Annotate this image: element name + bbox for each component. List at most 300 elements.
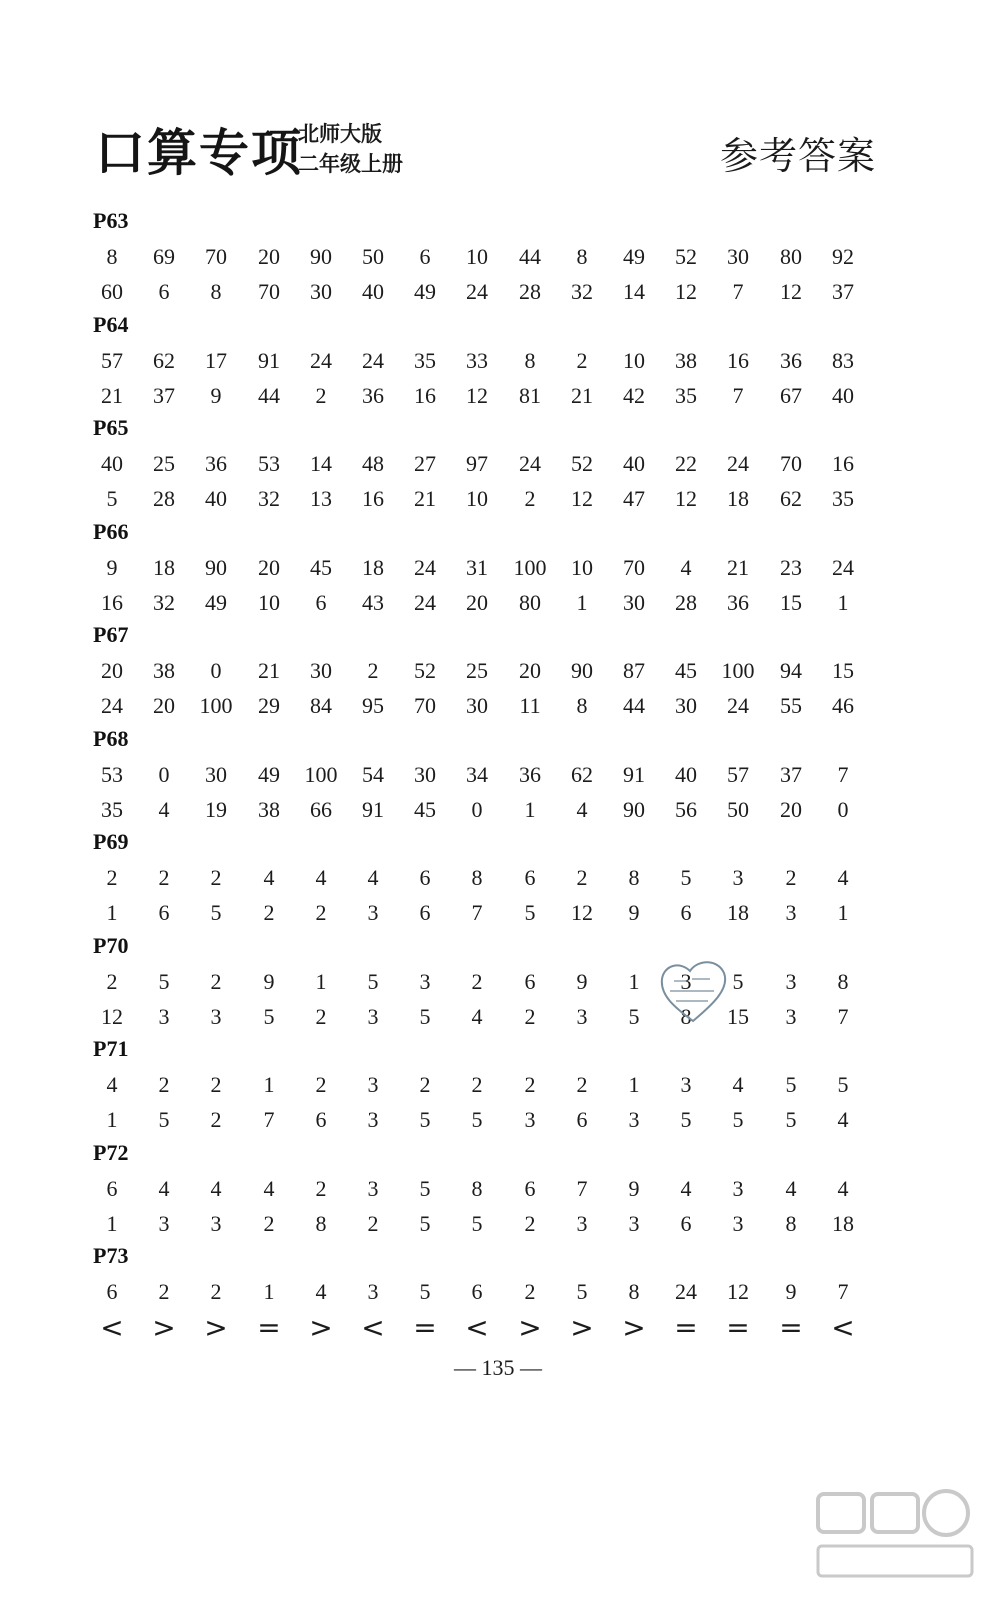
answer-row — [0, 1213, 996, 1243]
answer-value: 49 — [414, 279, 436, 304]
section-page-label: P73 — [93, 1243, 129, 1268]
answer-value: 3 — [367, 1072, 379, 1097]
answer-value: 70 — [780, 451, 802, 476]
answer-value: 3 — [210, 1211, 222, 1236]
answer-value: 24 — [466, 279, 488, 304]
answer-value: 5 — [837, 1072, 849, 1097]
answer-value: 91 — [623, 762, 645, 787]
answer-value: 3 — [367, 900, 379, 925]
answer-value: 6 — [471, 1279, 483, 1304]
answer-value: 3 — [158, 1211, 170, 1236]
answer-value: 6 — [576, 1107, 588, 1132]
answer-value: 70 — [205, 244, 227, 269]
answer-value: 2 — [524, 486, 536, 511]
answer-value: 9 — [785, 1279, 797, 1304]
answer-value: 24 — [362, 348, 384, 373]
answer-value: 62 — [571, 762, 593, 787]
answer-value: 34 — [466, 762, 488, 787]
answer-value: 8 — [524, 348, 536, 373]
answer-value: 90 — [571, 658, 593, 683]
comparison-symbol: > — [518, 1311, 542, 1344]
answer-value: 42 — [623, 383, 645, 408]
answer-value: 4 — [158, 1176, 170, 1201]
answer-value: 44 — [258, 383, 280, 408]
answer-value: 24 — [727, 693, 749, 718]
answer-value: 8 — [471, 1176, 483, 1201]
answer-value: 2 — [210, 1072, 222, 1097]
answer-key-title: 参考答案 — [720, 134, 877, 178]
answer-value: 30 — [675, 693, 697, 718]
answer-value: 36 — [519, 762, 541, 787]
answer-value: 20 — [519, 658, 541, 683]
comparison-symbol: = — [779, 1311, 803, 1344]
answer-value: 55 — [780, 693, 802, 718]
answer-value: 35 — [414, 348, 436, 373]
answer-value: 15 — [780, 590, 802, 615]
answer-row — [0, 385, 996, 415]
answer-value: 5 — [210, 900, 222, 925]
answer-value: 49 — [205, 590, 227, 615]
answer-value: 4 — [263, 865, 275, 890]
answer-value: 24 — [101, 693, 123, 718]
answer-value: 21 — [414, 486, 436, 511]
answer-value: 6 — [419, 865, 431, 890]
answer-row — [0, 1178, 996, 1208]
answer-value: 12 — [101, 1004, 123, 1029]
answer-value: 40 — [832, 383, 854, 408]
answer-value: 90 — [205, 555, 227, 580]
answer-value: 3 — [367, 1176, 379, 1201]
answer-value: 57 — [727, 762, 749, 787]
answer-value: 4 — [106, 1072, 118, 1097]
answer-value: 3 — [732, 1211, 744, 1236]
answer-value: 1 — [106, 1211, 118, 1236]
answer-value: 24 — [310, 348, 332, 373]
answer-value: 3 — [367, 1004, 379, 1029]
answer-value: 7 — [471, 900, 483, 925]
answer-row — [0, 1109, 996, 1139]
answer-value: 35 — [101, 797, 123, 822]
answer-value: 8 — [628, 1279, 640, 1304]
answer-value: 31 — [466, 555, 488, 580]
answer-value: 80 — [519, 590, 541, 615]
answer-value: 36 — [362, 383, 384, 408]
answer-value: 6 — [680, 1211, 692, 1236]
answer-value: 6 — [680, 900, 692, 925]
answer-value: 97 — [466, 451, 488, 476]
section-page-label: P70 — [93, 933, 129, 958]
answer-value: 100 — [304, 762, 338, 787]
answer-value: 2 — [158, 1279, 170, 1304]
section-page-label: P64 — [93, 312, 129, 337]
answer-value: 44 — [623, 693, 645, 718]
answer-value: 18 — [727, 900, 749, 925]
answer-value: 32 — [258, 486, 280, 511]
answer-value: 45 — [414, 797, 436, 822]
answer-value: 50 — [727, 797, 749, 822]
answer-value: 21 — [571, 383, 593, 408]
answer-value: 7 — [837, 1004, 849, 1029]
answer-value: 9 — [576, 969, 588, 994]
answer-value: 70 — [258, 279, 280, 304]
answer-value: 20 — [258, 555, 280, 580]
answer-value: 2 — [210, 1279, 222, 1304]
answer-value: 83 — [832, 348, 854, 373]
answer-value: 24 — [727, 451, 749, 476]
answer-value: 24 — [519, 451, 541, 476]
answer-value: 38 — [153, 658, 175, 683]
answer-value: 4 — [315, 865, 327, 890]
answer-value: 18 — [832, 1211, 854, 1236]
answer-value: 8 — [837, 969, 849, 994]
answer-value: 5 — [263, 1004, 275, 1029]
answer-value: 3 — [785, 900, 797, 925]
answer-value: 3 — [158, 1004, 170, 1029]
answer-value: 29 — [258, 693, 280, 718]
answer-value: 81 — [519, 383, 541, 408]
answer-value: 5 — [419, 1211, 431, 1236]
answer-value: 4 — [367, 865, 379, 890]
answer-value: 7 — [263, 1107, 275, 1132]
answer-value: 4 — [263, 1176, 275, 1201]
answer-value: 1 — [263, 1072, 275, 1097]
answer-value: 24 — [414, 590, 436, 615]
answer-value: 6 — [106, 1176, 118, 1201]
answer-value: 3 — [628, 1107, 640, 1132]
answer-value: 94 — [780, 658, 802, 683]
answer-row — [0, 246, 996, 276]
answer-value: 36 — [205, 451, 227, 476]
answer-value: 14 — [623, 279, 645, 304]
answer-value: 84 — [310, 693, 332, 718]
answer-value: 24 — [675, 1279, 697, 1304]
answer-value: 52 — [571, 451, 593, 476]
answer-value: 5 — [419, 1279, 431, 1304]
answer-value: 10 — [258, 590, 280, 615]
answer-value: 6 — [524, 1176, 536, 1201]
answer-value: 20 — [780, 797, 802, 822]
answer-value: 13 — [310, 486, 332, 511]
answer-value: 91 — [362, 797, 384, 822]
answer-value: 4 — [680, 1176, 692, 1201]
comparison-symbol: > — [204, 1311, 228, 1344]
answer-value: 12 — [571, 486, 593, 511]
answer-value: 62 — [780, 486, 802, 511]
answer-value: 24 — [414, 555, 436, 580]
book-brand-title: 口算专项 — [95, 124, 303, 182]
answer-value: 10 — [466, 244, 488, 269]
comparison-symbol: < — [831, 1311, 855, 1344]
answer-value: 5 — [785, 1107, 797, 1132]
answer-value: 32 — [153, 590, 175, 615]
answer-value: 43 — [362, 590, 384, 615]
answer-value: 6 — [315, 590, 327, 615]
answer-value: 4 — [837, 1107, 849, 1132]
answer-value: 14 — [310, 451, 332, 476]
answer-value: 12 — [675, 279, 697, 304]
answer-value: 24 — [832, 555, 854, 580]
answer-value: 2 — [524, 1004, 536, 1029]
answer-value: 54 — [362, 762, 384, 787]
answer-value: 3 — [367, 1107, 379, 1132]
answer-value: 37 — [153, 383, 175, 408]
answer-value: 40 — [362, 279, 384, 304]
answer-value: 18 — [153, 555, 175, 580]
answer-value: 49 — [623, 244, 645, 269]
answer-value: 5 — [158, 969, 170, 994]
answer-value: 12 — [727, 1279, 749, 1304]
answer-value: 10 — [623, 348, 645, 373]
answer-value: 0 — [158, 762, 170, 787]
answer-value: 2 — [158, 865, 170, 890]
answer-row — [0, 488, 996, 518]
answer-value: 12 — [675, 486, 697, 511]
answer-value: 16 — [101, 590, 123, 615]
answer-row — [0, 695, 996, 725]
answer-value: 30 — [310, 279, 332, 304]
answer-value: 12 — [466, 383, 488, 408]
answer-value: 2 — [576, 1072, 588, 1097]
answer-value: 16 — [362, 486, 384, 511]
answer-value: 2 — [315, 900, 327, 925]
answer-value: 2 — [367, 1211, 379, 1236]
comparison-symbol: > — [309, 1311, 333, 1344]
comparison-symbol: = — [413, 1311, 437, 1344]
answer-value: 4 — [210, 1176, 222, 1201]
answer-value: 22 — [675, 451, 697, 476]
answer-row — [0, 1281, 996, 1311]
answer-value: 80 — [780, 244, 802, 269]
answer-value: 100 — [721, 658, 755, 683]
answer-value: 7 — [732, 383, 744, 408]
answer-value: 2 — [419, 1072, 431, 1097]
answer-value: 8 — [576, 244, 588, 269]
page-number: — 135 — — [454, 1355, 542, 1380]
answer-value: 36 — [780, 348, 802, 373]
answer-value: 20 — [466, 590, 488, 615]
heart-stamp-icon — [654, 955, 732, 1027]
answer-value: 66 — [310, 797, 332, 822]
grade-label: 二年级上册 — [298, 152, 403, 176]
answer-value: 2 — [524, 1211, 536, 1236]
answer-value: 7 — [576, 1176, 588, 1201]
answer-value: 15 — [727, 1004, 749, 1029]
answer-value: 4 — [680, 555, 692, 580]
answer-value: 40 — [205, 486, 227, 511]
comparison-symbol: = — [726, 1311, 750, 1344]
answer-value: 20 — [153, 693, 175, 718]
answer-value: 2 — [471, 1072, 483, 1097]
answer-value: 8 — [210, 279, 222, 304]
answer-value: 57 — [101, 348, 123, 373]
answer-value: 2 — [315, 1004, 327, 1029]
answer-value: 47 — [623, 486, 645, 511]
answer-value: 5 — [576, 1279, 588, 1304]
answer-value: 5 — [419, 1004, 431, 1029]
answer-value: 6 — [419, 900, 431, 925]
answer-value: 2 — [158, 1072, 170, 1097]
answer-row — [0, 799, 996, 829]
answer-value: 5 — [732, 969, 744, 994]
answer-value: 52 — [675, 244, 697, 269]
answer-value: 6 — [524, 865, 536, 890]
answer-value: 49 — [258, 762, 280, 787]
answer-value: 9 — [263, 969, 275, 994]
answer-row — [0, 867, 996, 897]
answer-value: 6 — [158, 900, 170, 925]
answer-value: 28 — [675, 590, 697, 615]
answer-value: 5 — [419, 1107, 431, 1132]
answer-value: 16 — [727, 348, 749, 373]
answer-value: 2 — [106, 969, 118, 994]
answer-value: 12 — [571, 900, 593, 925]
answer-value: 30 — [414, 762, 436, 787]
answer-value: 70 — [414, 693, 436, 718]
answer-value: 3 — [680, 969, 692, 994]
answer-value: 5 — [367, 969, 379, 994]
answer-value: 1 — [837, 590, 849, 615]
answer-value: 3 — [785, 969, 797, 994]
answer-value: 10 — [571, 555, 593, 580]
answer-value: 2 — [785, 865, 797, 890]
answer-value: 4 — [837, 1176, 849, 1201]
section-page-label: P65 — [93, 415, 129, 440]
answer-value: 9 — [628, 1176, 640, 1201]
answer-value: 0 — [210, 658, 222, 683]
answer-value: 0 — [837, 797, 849, 822]
answer-value: 8 — [106, 244, 118, 269]
answer-value: 1 — [263, 1279, 275, 1304]
answer-value: 3 — [576, 1004, 588, 1029]
answer-value: 2 — [210, 969, 222, 994]
answer-value: 3 — [732, 865, 744, 890]
answer-value: 21 — [727, 555, 749, 580]
answer-value: 19 — [205, 797, 227, 822]
answer-value: 4 — [471, 1004, 483, 1029]
answer-value: 1 — [628, 1072, 640, 1097]
answer-value: 3 — [419, 969, 431, 994]
answer-value: 2 — [315, 1072, 327, 1097]
answer-value: 60 — [101, 279, 123, 304]
answer-value: 2 — [315, 1176, 327, 1201]
answer-value: 1 — [576, 590, 588, 615]
answer-value: 3 — [367, 1279, 379, 1304]
answer-value: 62 — [153, 348, 175, 373]
answer-value: 35 — [675, 383, 697, 408]
answer-value: 9 — [106, 555, 118, 580]
answer-value: 2 — [576, 348, 588, 373]
answer-value: 45 — [675, 658, 697, 683]
answer-value: 30 — [466, 693, 488, 718]
answer-value: 1 — [524, 797, 536, 822]
answer-value: 70 — [623, 555, 645, 580]
comparison-symbol: < — [361, 1311, 385, 1344]
answer-value: 20 — [258, 244, 280, 269]
answer-value: 7 — [837, 1279, 849, 1304]
answer-value: 8 — [785, 1211, 797, 1236]
answer-value: 6 — [158, 279, 170, 304]
section-page-label: P71 — [93, 1036, 129, 1061]
section-page-label: P66 — [93, 519, 129, 544]
answer-value: 38 — [675, 348, 697, 373]
answer-value: 3 — [732, 1176, 744, 1201]
answer-value: 40 — [623, 451, 645, 476]
answer-value: 3 — [210, 1004, 222, 1029]
answer-value: 1 — [315, 969, 327, 994]
answer-value: 56 — [675, 797, 697, 822]
comparison-symbol: > — [570, 1311, 594, 1344]
answer-value: 2 — [210, 1107, 222, 1132]
section-page-label: P68 — [93, 726, 129, 751]
answer-value: 25 — [466, 658, 488, 683]
section-page-label: P69 — [93, 829, 129, 854]
answer-value: 28 — [153, 486, 175, 511]
comparison-symbol: > — [152, 1311, 176, 1344]
answer-value: 1 — [837, 900, 849, 925]
answer-value: 50 — [362, 244, 384, 269]
answer-row — [0, 350, 996, 380]
answer-value: 33 — [466, 348, 488, 373]
answer-value: 12 — [780, 279, 802, 304]
answer-value: 28 — [519, 279, 541, 304]
answer-value: 6 — [106, 1279, 118, 1304]
answer-row — [0, 281, 996, 311]
answer-value: 8 — [628, 865, 640, 890]
answer-value: 2 — [263, 1211, 275, 1236]
answer-value: 21 — [258, 658, 280, 683]
answer-value: 30 — [623, 590, 645, 615]
answer-value: 46 — [832, 693, 854, 718]
answer-value: 3 — [524, 1107, 536, 1132]
answer-value: 90 — [310, 244, 332, 269]
answer-value: 30 — [727, 244, 749, 269]
answer-value: 30 — [205, 762, 227, 787]
answer-value: 2 — [524, 1279, 536, 1304]
answer-value: 3 — [680, 1072, 692, 1097]
answer-value: 9 — [628, 900, 640, 925]
answer-value: 4 — [576, 797, 588, 822]
answer-value: 17 — [205, 348, 227, 373]
answer-value: 87 — [623, 658, 645, 683]
answer-value: 38 — [258, 797, 280, 822]
answer-value: 2 — [210, 865, 222, 890]
answer-value: 92 — [832, 244, 854, 269]
answer-value: 48 — [362, 451, 384, 476]
answer-value: 40 — [101, 451, 123, 476]
answer-value: 37 — [832, 279, 854, 304]
comparison-symbol: = — [257, 1311, 281, 1344]
answer-value: 90 — [623, 797, 645, 822]
answer-value: 4 — [785, 1176, 797, 1201]
answer-value: 5 — [106, 486, 118, 511]
answer-value: 5 — [158, 1107, 170, 1132]
answer-value: 6 — [524, 969, 536, 994]
answer-value: 5 — [471, 1211, 483, 1236]
answer-value: 100 — [513, 555, 547, 580]
answer-value: 1 — [106, 1107, 118, 1132]
answer-value: 30 — [310, 658, 332, 683]
answer-value: 69 — [153, 244, 175, 269]
answer-value: 2 — [367, 658, 379, 683]
answer-value: 2 — [471, 969, 483, 994]
answer-value: 18 — [727, 486, 749, 511]
answer-value: 53 — [258, 451, 280, 476]
answer-value: 100 — [199, 693, 233, 718]
answer-value: 32 — [571, 279, 593, 304]
answer-value: 20 — [101, 658, 123, 683]
answer-row — [0, 1006, 996, 1036]
section-page-label: P72 — [93, 1140, 129, 1165]
